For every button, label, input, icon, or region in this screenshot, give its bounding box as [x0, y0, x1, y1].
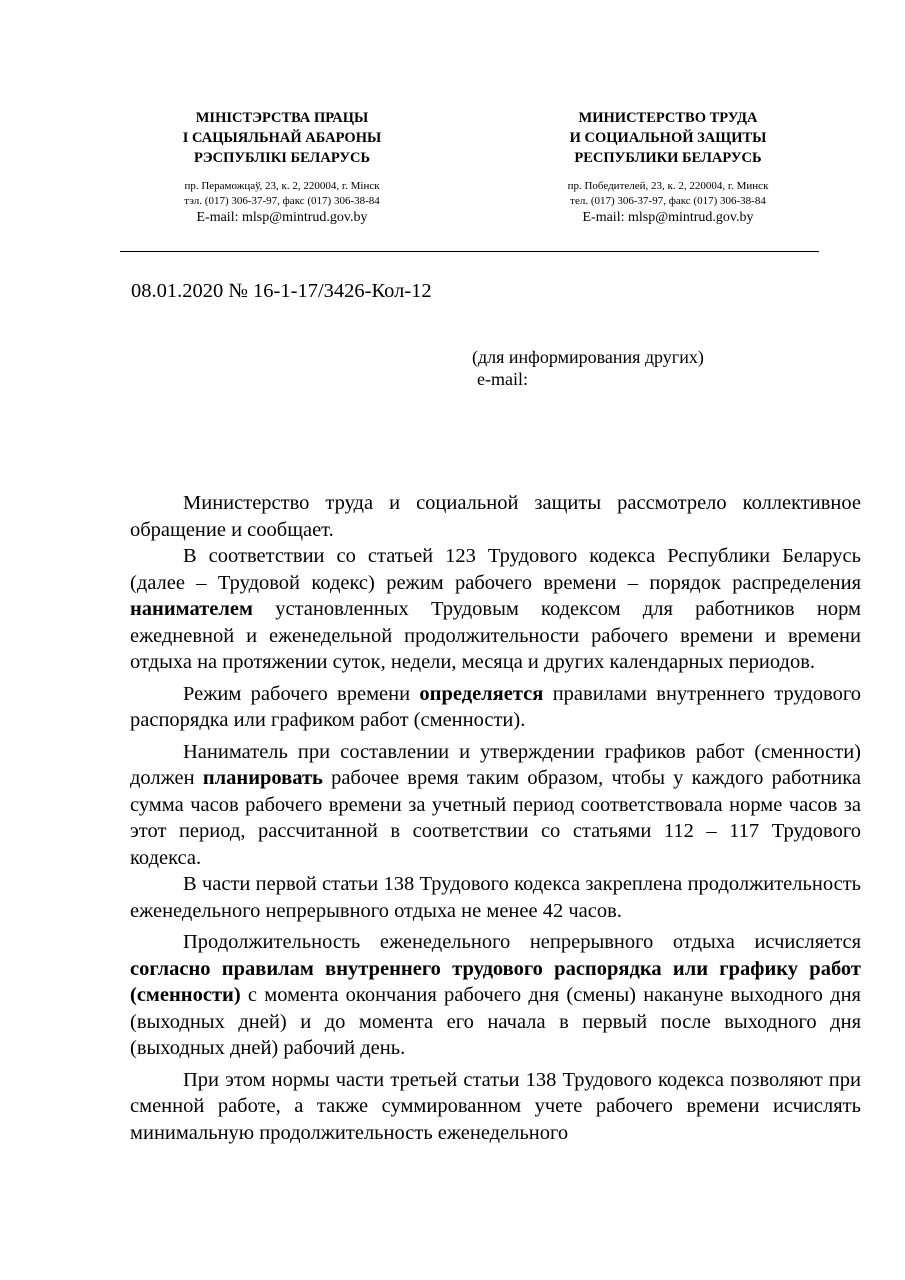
org-name-ru: МИНИСТЕРСТВО ТРУДА И СОЦИАЛЬНОЙ ЗАЩИТЫ РЕСПУБЛИКИ БЕЛАРУСЬ	[569, 110, 767, 166]
header-by	[132, 108, 432, 227]
paragraph-1: Министерство труда и социальной защиты рассмотрело коллективное обращение и сообщает.	[130, 492, 861, 541]
address-ru: пр. Победителей, 23, к. 2, 220004, г. Минск тел. (017) 306-37-97, факс (017) 306-38-84	[567, 180, 769, 207]
email-ru: E-mail: mlsp@mintrud.gov.by	[582, 210, 754, 225]
paragraph-2: В соответствии со статьей 123 Трудового кодекса Республики Беларусь (далее – Трудовой кодекс) режим рабочего времени – порядок распределения нанимателем установленных Трудовым кодексом для работников норм ежедневной и еженедельной продолжительности рабочего времени и времени отдыха на протяжении суток, недели, месяца и других календарных периодов.	[130, 545, 861, 673]
paragraph-7: При этом нормы части третьей статьи 138 Трудового кодекса позволяют при сменной работе, а также суммированном учете рабочего времени исчислять минимальную продолжительность еженедельного	[130, 1068, 861, 1144]
header-divider	[120, 251, 819, 252]
paragraph-3: Режим рабочего времени определяется правилами внутреннего трудового распорядка или графиком работ (сменности).	[130, 682, 861, 731]
registration-number: 08.01.2020 № 16-1-17/3426-Кол-12	[131, 280, 432, 302]
org-name-by: МІНІСТЭРСТВА ПРАЦЫ І САЦЫЯЛЬНАЙ АБАРОНЫ РЭСПУБЛІКІ БЕЛАРУСЬ	[182, 110, 382, 166]
paragraph-5: В части первой статьи 138 Трудового кодекса закреплена продолжительность еженедельного непрерывного отдыха не менее 42 часов.	[130, 873, 861, 922]
recipient-block	[472, 346, 704, 390]
address-by: пр. Пераможцаў, 23, к. 2, 220004, г. Мінск тэл. (017) 306-37-97, факс (017) 306-38-84	[184, 180, 380, 207]
header-ru	[518, 108, 818, 227]
paragraph-6: Продолжительность еженедельного непрерывного отдыха исчисляется согласно правилам внутреннего трудового распорядка или графику работ (сменности) с момента окончания рабочего дня (смены) накануне выходного дня (выходных дней) и до момента его начала в первый после выходного дня (выходных дней) рабочий день.	[130, 931, 861, 1059]
paragraph-4: Наниматель при составлении и утверждении графиков работ (сменности) должен планировать рабочее время таким образом, чтобы у каждого работника сумма часов рабочего времени за учетный период соответствовала норме часов за этот период, рассчитанной в соответствии со статьями 112 – 117 Трудового кодекса.	[130, 740, 862, 869]
recipient-line: (для информирования других)	[472, 347, 704, 367]
recipient-email-label: e-mail:	[477, 369, 528, 389]
letter-body	[130, 490, 861, 1146]
email-by: E-mail: mlsp@mintrud.gov.by	[196, 210, 368, 225]
